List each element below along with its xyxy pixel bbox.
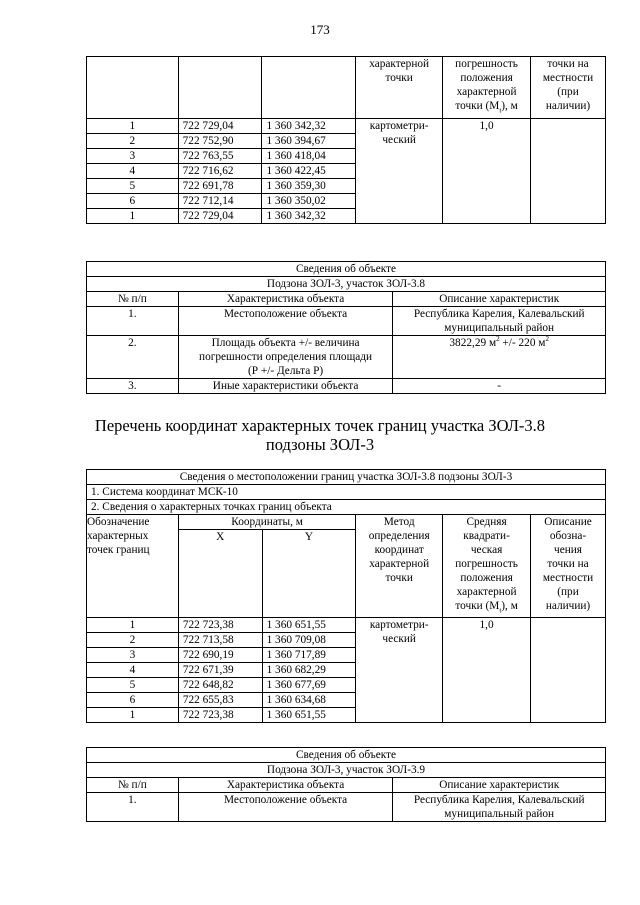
table-row: 2. Площадь объекта +/- величина погрешности определения площади (Р +/- Дельта Р) 3822,29 $м^2$ +/- 220 $м^2$ bbox=[87, 336, 606, 379]
table-header-row: № п/п Характеристика объекта Описание характеристик bbox=[87, 778, 606, 793]
table-row: 2 722 752,90 1 360 394,67 bbox=[87, 134, 606, 149]
object-info-title: Сведения об объекте bbox=[87, 748, 606, 763]
coordinates-list-heading: Перечень координат характерных точек границ участка ЗОЛ-3.8 подзоны ЗОЛ-3 bbox=[94, 416, 546, 454]
description-header: Описание обозна- чения точки на местности (при наличии) bbox=[531, 515, 606, 618]
method-header: характерной точки bbox=[356, 57, 443, 119]
object-info-table-zol-3-8 bbox=[86, 261, 606, 394]
table-row: 4 722 716,62 1 360 422,45 bbox=[87, 164, 606, 179]
table-row: 1. Местоположение объекта Республика Карелия, Калевальский муниципальный район bbox=[87, 307, 606, 336]
table-header-row: № п/п Характеристика объекта Описание характеристик bbox=[87, 292, 606, 307]
area-value: 3822,29 $м^2$ +/- 220 $м^2$ bbox=[393, 336, 606, 379]
table-row: 6 722 655,83 1 360 634,68 bbox=[87, 693, 606, 708]
points-header: 2. Сведения о характерных точках границ объекта bbox=[87, 500, 606, 515]
table-header-row bbox=[87, 57, 606, 119]
object-info-title: Сведения об объекте bbox=[87, 262, 606, 277]
x-header: X bbox=[178, 530, 262, 618]
table-header-row bbox=[87, 515, 606, 530]
table-row: 5 722 648,82 1 360 677,69 bbox=[87, 678, 606, 693]
error-header: Средняя квадрати- ческая погрешность положения характерной точки $(M_t)$, м bbox=[443, 515, 531, 618]
table-row: 6 722 712,14 1 360 350,02 bbox=[87, 194, 606, 209]
table-row: 1. Местоположение объекта Республика Карелия, Калевальский муниципальный район bbox=[87, 793, 606, 822]
object-info-table-zol-3-9 bbox=[86, 747, 606, 822]
table-row: 1 722 729,04 1 360 342,32 bbox=[87, 209, 606, 224]
table-row: 2 722 713,58 1 360 709,08 bbox=[87, 633, 606, 648]
table-row: 3 722 690,19 1 360 717,89 bbox=[87, 648, 606, 663]
error-cell: 1,0 bbox=[443, 119, 531, 224]
page-number: 173 bbox=[310, 22, 330, 37]
object-info-subtitle: Подзона ЗОЛ-3, участок ЗОЛ-3.8 bbox=[87, 277, 606, 292]
coordinates-table-continued bbox=[86, 56, 606, 224]
coordinate-system: 1. Система координат МСК-10 bbox=[87, 485, 606, 500]
table-row: 1 722 723,38 1 360 651,55 картометри- ческий 1,0 bbox=[87, 618, 606, 633]
y-header: Y bbox=[262, 530, 356, 618]
object-info-subtitle: Подзона ЗОЛ-3, участок ЗОЛ-3.9 bbox=[87, 763, 606, 778]
method-cell: картометри- ческий bbox=[356, 119, 443, 224]
table-row: 1 722 729,04 1 360 342,32 картометри- ческий 1,0 bbox=[87, 119, 606, 134]
table-row: 3. Иные характеристики объекта - bbox=[87, 379, 606, 394]
table-row: 4 722 671,39 1 360 682,29 bbox=[87, 663, 606, 678]
description-cell bbox=[531, 618, 606, 723]
table-row: 1 722 723,38 1 360 651,55 bbox=[87, 708, 606, 723]
coordinates-header: Координаты, м bbox=[178, 515, 355, 530]
coordinates-table-zol-3-8 bbox=[86, 469, 606, 723]
description-cell bbox=[531, 119, 606, 224]
description-header: точки на местности (при наличии) bbox=[531, 57, 606, 119]
designation-header: Обозначение характерных точек границ bbox=[87, 515, 179, 618]
method-header: Метод определения координат характерной точки bbox=[356, 515, 443, 618]
table-row: 3 722 763,55 1 360 418,04 bbox=[87, 149, 606, 164]
error-cell: 1,0 bbox=[443, 618, 531, 723]
location-title: Сведения о местоположении границ участка ЗОЛ-3.8 подзоны ЗОЛ-3 bbox=[87, 470, 606, 485]
method-cell: картометри- ческий bbox=[356, 618, 443, 723]
error-header: погрешность положения характерной точки $(M_t)$, м bbox=[443, 57, 531, 119]
table-row: 5 722 691,78 1 360 359,30 bbox=[87, 179, 606, 194]
